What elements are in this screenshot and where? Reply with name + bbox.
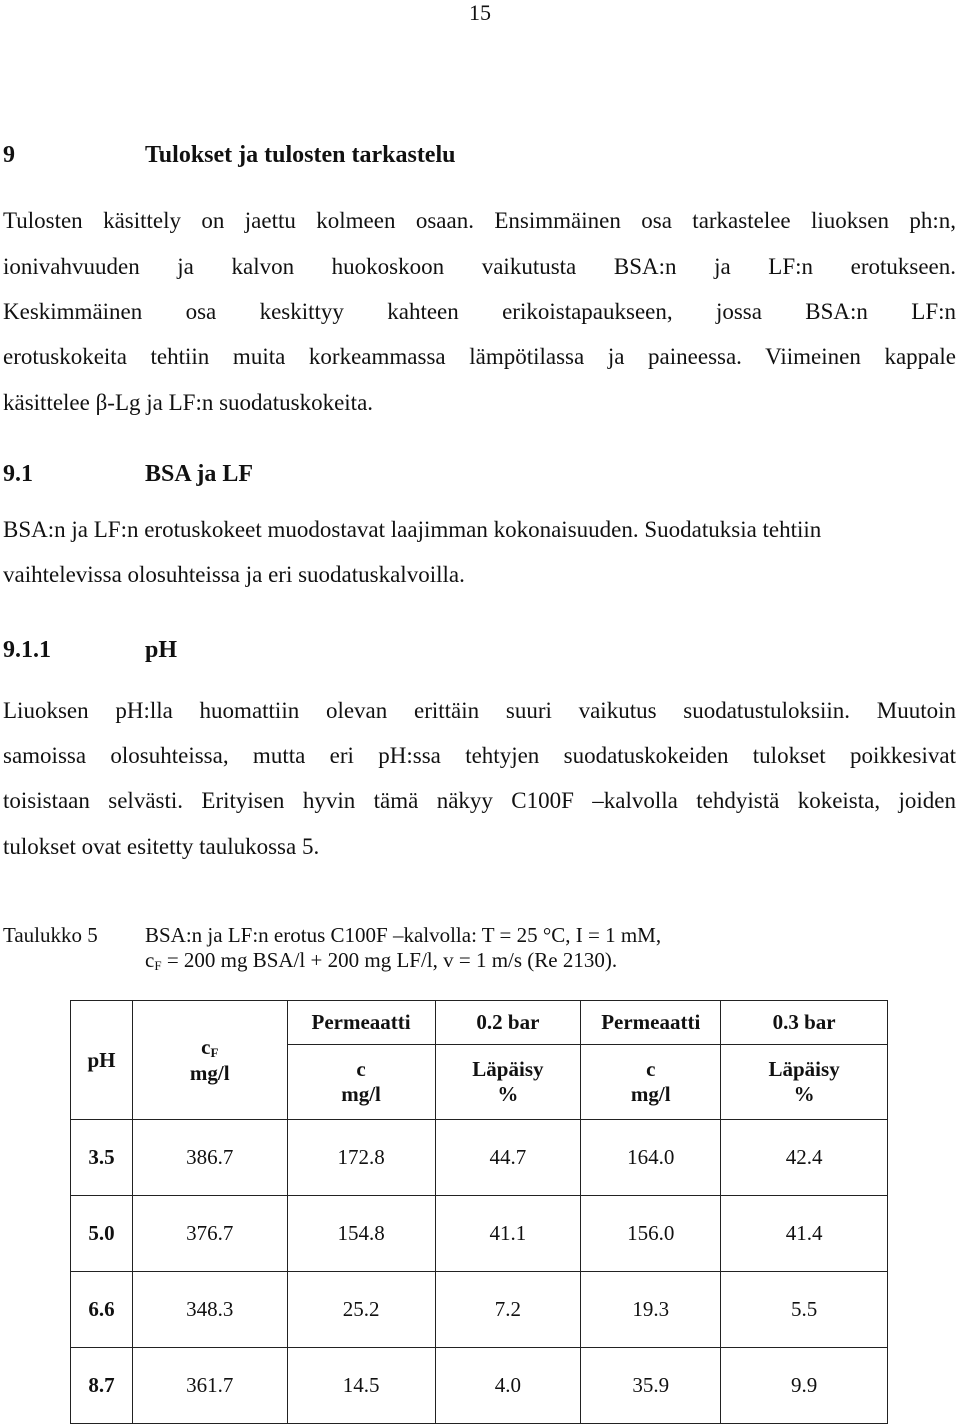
cell-l1: 41.1 [435,1196,581,1272]
ph-line-1: Liuoksen pH:lla huomattiin olevan erittäin suuri vaikutus suodatustuloksiin. Muutoin [3,698,956,723]
header-c-1: c mg/l [287,1045,435,1120]
cell-c1: 172.8 [287,1120,435,1196]
cell-c2: 156.0 [581,1196,721,1272]
cell-ph: 6.6 [71,1272,133,1348]
table-header-row-1 [71,1001,888,1045]
cell-l2: 5.5 [721,1272,888,1348]
cell-cf: 348.3 [132,1272,287,1348]
page-number: 15 [469,0,491,25]
cell-ph: 8.7 [71,1348,133,1424]
cell-cf: 376.7 [132,1196,287,1272]
ph-line-3: toisistaan selvästi. Erityisen hyvin tämä näkyy C100F –kalvolla tehdyistä kokeista, joiden [3,788,956,813]
header-permeate-1: Permeaatti [287,1001,435,1045]
header-cf: $c_F$ mg/l [132,1001,287,1120]
header-permeate-2: Permeaatti [581,1001,721,1045]
cell-c2: 19.3 [581,1272,721,1348]
cell-l2: 41.4 [721,1196,888,1272]
table-row [71,1272,888,1348]
header-ph: pH [71,1001,133,1120]
table-caption-line-2: $c_F = 200$ mg BSA/l + 200 mg LF/l, v = 1 m/s (Re 2130). [145,948,618,973]
results-table [70,1000,888,1424]
cell-l2: 9.9 [721,1348,888,1424]
cell-ph: 3.5 [71,1120,133,1196]
subsubsection-title: pH [145,637,178,663]
ph-line-4: tulokset ovat esitetty taulukossa 5. [3,834,320,859]
intro-line-3: Keskimmäinen osa keskittyy kahteen erikoistapaukseen, jossa BSA:n LF:n [3,299,956,324]
table-row [71,1120,888,1196]
table-row [71,1348,888,1424]
ph-line-2: samoissa olosuhteissa, mutta eri pH:ssa tehtyjen suodatuskokeiden tulokset poikkesivat [3,743,956,768]
intro-line-5: käsittelee β-Lg ja LF:n suodatuskokeita. [3,390,374,415]
header-lapaisy-1: Läpäisy % [435,1045,581,1120]
section-number: 9 [3,142,15,168]
header-pressure-2: 0.3 bar [721,1001,888,1045]
header-pressure-1: 0.2 bar [435,1001,581,1045]
cell-c1: 25.2 [287,1272,435,1348]
cell-l2: 42.4 [721,1120,888,1196]
cell-cf: 386.7 [132,1120,287,1196]
section-title: Tulokset ja tulosten tarkastelu [145,142,456,168]
subsection-title: BSA ja LF [145,461,254,487]
sub-line-1: BSA:n ja LF:n erotuskokeet muodostavat laajimman kokonaisuuden. Suodatuksia tehtiin [3,517,822,542]
sub-line-2: vaihtelevissa olosuhteissa ja eri suodatuskalvoilla. [3,562,465,587]
cell-l1: 4.0 [435,1348,581,1424]
header-lapaisy-2: Läpäisy % [721,1045,888,1120]
cell-c1: 154.8 [287,1196,435,1272]
header-c-2: c mg/l [581,1045,721,1120]
subsection-number: 9.1 [3,461,33,487]
subsubsection-number: 9.1.1 [3,637,51,663]
table-caption-label: Taulukko 5 [3,923,98,947]
cell-cf: 361.7 [132,1348,287,1424]
intro-line-1: Tulosten käsittely on jaettu kolmeen osaan. Ensimmäinen osa tarkastelee liuoksen ph:n, [3,208,956,233]
table-caption-line-1: BSA:n ja LF:n erotus C100F –kalvolla: T = 25 °C, I = 1 mM, [145,923,662,947]
cell-ph: 5.0 [71,1196,133,1272]
table-row [71,1196,888,1272]
cell-c1: 14.5 [287,1348,435,1424]
cell-c2: 164.0 [581,1120,721,1196]
intro-line-4: erotuskokeita tehtiin muita korkeammassa lämpötilassa ja paineessa. Viimeinen kappale [3,344,956,369]
cell-c2: 35.9 [581,1348,721,1424]
intro-line-2: ionivahvuuden ja kalvon huokoskoon vaikutusta BSA:n ja LF:n erotukseen. [3,254,956,279]
cell-l1: 44.7 [435,1120,581,1196]
cell-l1: 7.2 [435,1272,581,1348]
